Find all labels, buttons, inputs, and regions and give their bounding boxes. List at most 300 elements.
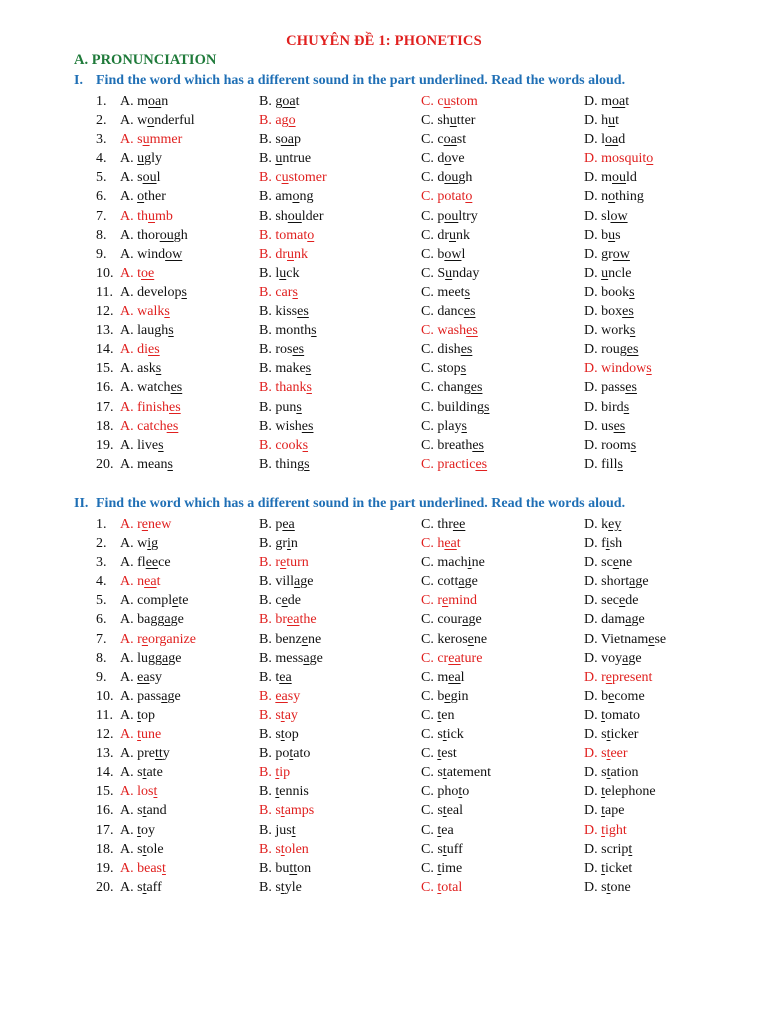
option-word: [601, 517, 621, 532]
option-letter: A.: [120, 361, 134, 377]
option-b: [259, 630, 321, 649]
question-number: 14.: [96, 765, 114, 781]
underlined-part: ea: [444, 536, 457, 552]
word-part: thank: [275, 380, 307, 396]
underlined-part: t: [601, 784, 606, 800]
word-part: walk: [137, 304, 165, 320]
question-row: [0, 226, 768, 245]
option-word: [275, 419, 313, 434]
word-part: ther: [144, 189, 166, 205]
option-b: [259, 302, 309, 321]
underlined-part: e: [442, 593, 449, 609]
word-part: ncle: [608, 265, 632, 281]
word-part: scrip: [601, 841, 629, 857]
word-part: nday: [452, 265, 480, 281]
question-number: 9.: [96, 246, 107, 262]
word-part: fl: [137, 555, 146, 571]
option-letter: A.: [120, 323, 134, 339]
word-part: c: [437, 132, 444, 148]
underlined-part: t: [458, 784, 463, 800]
option-c: [421, 668, 465, 687]
word-part: p: [275, 517, 283, 532]
option-word: [437, 304, 475, 319]
option-letter: B.: [259, 765, 272, 781]
option-letter: B.: [259, 536, 272, 552]
option-word: [601, 803, 624, 818]
word-part: s: [601, 727, 607, 743]
option-c: [421, 572, 478, 591]
option-word: [137, 323, 174, 338]
word-part: mb: [155, 208, 173, 224]
word-part: l: [156, 170, 161, 186]
word-part: olen: [284, 841, 309, 857]
underlined-part: t: [137, 822, 142, 838]
word-part: make: [275, 361, 306, 377]
option-d: [584, 649, 642, 668]
option-d: [584, 340, 638, 359]
word-part: k: [601, 517, 609, 532]
option-word: [275, 228, 314, 243]
option-d: [584, 706, 640, 725]
underlined-part: t: [142, 879, 147, 895]
word-part: S: [437, 265, 446, 281]
question-row: [0, 649, 768, 668]
option-word: [275, 132, 301, 147]
question-number: 1.: [96, 94, 107, 109]
underlined-part: t: [142, 765, 147, 781]
option-word: [437, 574, 477, 589]
option-letter: C.: [421, 208, 434, 224]
option-word: [137, 670, 162, 685]
option-word: [137, 209, 173, 224]
option-letter: D.: [584, 727, 598, 743]
option-a: [120, 668, 162, 687]
option-word: [601, 113, 619, 128]
word-part: l: [601, 132, 606, 148]
option-word: [137, 266, 154, 281]
option-word: [275, 746, 310, 761]
option-letter: C.: [421, 113, 434, 129]
option-d: [584, 744, 628, 763]
question-row: [0, 321, 768, 340]
underlined-part: u: [287, 246, 295, 262]
word-part: tomat: [275, 227, 308, 243]
option-word: [437, 266, 479, 281]
question-number: 19.: [96, 437, 114, 453]
option-letter: D.: [584, 399, 598, 415]
option-word: [601, 689, 645, 704]
option-a: [120, 572, 160, 591]
option-letter: D.: [584, 304, 598, 320]
word-part: kiss: [275, 304, 298, 320]
option-word: [437, 708, 454, 723]
underlined-part: e: [608, 688, 615, 704]
option-word: [601, 536, 622, 551]
question-row: [0, 801, 768, 820]
underlined-part: es: [301, 418, 314, 434]
underlined-part: a: [294, 574, 301, 590]
underlined-part: es: [148, 342, 160, 358]
option-letter: B.: [259, 456, 272, 472]
word-part: y: [162, 746, 170, 762]
underlined-part: o: [608, 189, 616, 205]
option-word: [137, 803, 167, 818]
word-part: bagg: [137, 612, 165, 628]
option-letter: D.: [584, 208, 598, 224]
word-part: s: [137, 132, 143, 148]
word-part: meet: [437, 284, 465, 300]
underlined-part: t: [442, 727, 447, 743]
word-part: present: [612, 669, 653, 685]
word-part: op: [141, 707, 156, 723]
underlined-part: t: [442, 803, 447, 819]
option-letter: C.: [421, 265, 434, 281]
underlined-part: t: [291, 822, 296, 838]
option-letter: C.: [421, 574, 434, 590]
underlined-part: es: [170, 380, 183, 396]
option-word: [137, 170, 160, 185]
question-number: 20.: [96, 879, 114, 895]
word-part: r: [137, 517, 142, 532]
option-letter: C.: [421, 746, 434, 762]
option-word: [275, 323, 316, 338]
word-part: pass: [137, 688, 162, 704]
word-part: new: [148, 517, 172, 532]
question-number: 8.: [96, 650, 107, 666]
option-letter: A.: [120, 437, 134, 453]
question-number: 5.: [96, 593, 107, 609]
option-word: [601, 189, 644, 204]
question-number: 13.: [96, 746, 114, 762]
option-letter: C.: [421, 631, 434, 647]
word-part: n: [290, 536, 298, 552]
option-d: [584, 591, 638, 610]
option-word: [275, 380, 312, 395]
word-part: fill: [601, 456, 618, 472]
word-part: d: [618, 132, 626, 148]
word-part: amps: [284, 803, 315, 819]
word-part: month: [275, 323, 312, 339]
option-b: [259, 553, 309, 572]
underlined-part: t: [601, 822, 606, 838]
option-a: [120, 187, 166, 206]
word-part: s: [275, 707, 281, 723]
word-part: s: [137, 765, 143, 781]
underlined-part: s: [629, 323, 636, 339]
option-word: [137, 823, 155, 838]
underlined-part: s: [460, 361, 467, 377]
option-letter: B.: [259, 574, 272, 590]
option-word: [601, 842, 632, 857]
option-letter: B.: [259, 418, 272, 434]
underlined-part: ea: [448, 669, 461, 685]
option-letter: C.: [421, 765, 434, 781]
word-part: danc: [437, 304, 464, 320]
option-word: [437, 189, 472, 204]
option-word: [137, 708, 155, 723]
option-letter: B.: [259, 437, 272, 453]
option-a: [120, 398, 181, 417]
option-c: [421, 187, 472, 206]
word-part: play: [437, 418, 462, 434]
word-part: th: [137, 208, 149, 224]
option-a: [120, 207, 173, 226]
underlined-part: t: [280, 803, 285, 819]
option-a: [120, 649, 181, 668]
question-row: [0, 245, 768, 264]
option-letter: B.: [259, 323, 272, 339]
question-row: [0, 283, 768, 302]
option-letter: A.: [120, 151, 134, 167]
option-c: [421, 534, 461, 553]
option-letter: A.: [120, 113, 134, 129]
word-part: ne: [473, 631, 488, 647]
underlined-part: i: [287, 536, 291, 552]
underlined-part: ow: [612, 246, 630, 262]
underlined-part: ou: [159, 227, 174, 243]
option-a: [120, 455, 173, 474]
option-a: [120, 302, 170, 321]
option-word: [275, 727, 298, 742]
word-part: s: [137, 170, 143, 186]
option-letter: A.: [120, 822, 134, 838]
word-part: ge: [300, 574, 314, 590]
question-row: [0, 859, 768, 878]
option-letter: B.: [259, 342, 272, 358]
question-number: 2.: [96, 536, 107, 552]
underlined-part: ea: [144, 574, 157, 590]
word-part: ve: [451, 151, 465, 167]
option-letter: A.: [120, 284, 134, 300]
option-letter: D.: [584, 669, 598, 685]
option-word: [437, 209, 477, 224]
word-part: stop: [437, 361, 461, 377]
option-word: [437, 593, 477, 608]
word-part: t: [456, 536, 461, 552]
option-word: [137, 94, 168, 109]
underlined-part: oa: [605, 132, 619, 148]
option-letter: A.: [120, 189, 134, 205]
option-a: [120, 226, 188, 245]
option-letter: B.: [259, 361, 272, 377]
question-list-1: [0, 92, 768, 474]
underlined-part: ow: [610, 208, 628, 224]
word-part: g: [151, 536, 159, 552]
question-row: [0, 378, 768, 397]
word-part: ne: [619, 555, 633, 571]
underlined-part: oa: [282, 94, 296, 109]
underlined-part: u: [449, 113, 457, 129]
option-a: [120, 111, 195, 130]
word-part: st: [456, 132, 467, 148]
option-word: [437, 457, 487, 472]
word-part: ck: [286, 265, 300, 281]
option-letter: A.: [120, 342, 134, 358]
option-letter: D.: [584, 94, 598, 109]
word-part: dr: [437, 227, 450, 243]
word-part: mach: [437, 555, 468, 571]
option-letter: D.: [584, 688, 598, 704]
underlined-part: t: [601, 860, 606, 876]
word-part: d: [437, 151, 445, 167]
option-word: [601, 361, 652, 376]
option-d: [584, 168, 637, 187]
option-letter: A.: [120, 803, 134, 819]
option-word: [437, 803, 463, 818]
word-part: car: [275, 284, 293, 300]
option-letter: B.: [259, 284, 272, 300]
option-word: [275, 765, 290, 780]
option-d: [584, 687, 645, 706]
option-letter: C.: [421, 151, 434, 167]
option-b: [259, 340, 304, 359]
underlined-part: ea: [279, 669, 292, 685]
question-row: [0, 630, 768, 649]
option-word: [437, 555, 484, 570]
word-part: develop: [137, 284, 182, 300]
option-letter: D.: [584, 189, 598, 205]
word-part: book: [601, 284, 630, 300]
option-letter: B.: [259, 593, 272, 609]
option-word: [437, 113, 475, 128]
underlined-part: t: [437, 746, 442, 762]
option-letter: D.: [584, 227, 598, 243]
word-part: short: [601, 574, 630, 590]
word-part: se: [654, 631, 667, 647]
underlined-part: o: [292, 189, 300, 205]
option-word: [601, 746, 627, 761]
question-number: 10.: [96, 688, 114, 704]
word-part: m: [137, 94, 149, 109]
option-letter: D.: [584, 574, 598, 590]
option-letter: A.: [120, 612, 134, 628]
word-part: uff: [446, 841, 463, 857]
option-word: [275, 823, 295, 838]
option-word: [437, 632, 487, 647]
option-letter: A.: [120, 669, 134, 685]
underlined-part: es: [625, 380, 637, 396]
underlined-part: s: [306, 380, 312, 396]
underlined-part: ow: [444, 246, 462, 262]
option-letter: C.: [421, 669, 434, 685]
word-part: c: [275, 170, 282, 186]
option-letter: D.: [584, 593, 598, 609]
option-b: [259, 725, 299, 744]
option-letter: C.: [421, 841, 434, 857]
option-word: [437, 880, 462, 895]
question-row: [0, 92, 768, 111]
word-part: keros: [437, 631, 468, 647]
option-d: [584, 725, 638, 744]
option-word: [275, 266, 299, 281]
option-c: [421, 649, 482, 668]
option-b: [259, 572, 313, 591]
option-letter: A.: [120, 707, 134, 723]
word-part: ennis: [279, 784, 309, 800]
option-word: [601, 765, 638, 780]
option-word: [437, 94, 477, 109]
option-word: [137, 342, 160, 357]
option-b: [259, 321, 317, 340]
option-letter: A.: [120, 227, 134, 243]
option-c: [421, 92, 478, 111]
option-c: [421, 321, 478, 340]
option-d: [584, 302, 634, 321]
option-word: [137, 746, 170, 761]
word-part: ape: [605, 803, 625, 819]
word-part: gr: [601, 246, 613, 262]
option-letter: C.: [421, 342, 434, 358]
option-a: [120, 687, 181, 706]
word-part: s: [601, 879, 607, 895]
word-part: turn: [286, 555, 309, 571]
option-letter: A.: [120, 304, 134, 320]
option-letter: C.: [421, 399, 434, 415]
option-word: [275, 457, 309, 472]
underlined-part: e: [141, 631, 149, 647]
word-part: ip: [279, 765, 291, 781]
option-c: [421, 553, 485, 572]
option-b: [259, 782, 309, 801]
underlined-part: es: [292, 342, 305, 358]
option-letter: A.: [120, 265, 134, 281]
option-word: [437, 727, 463, 742]
option-word: [601, 380, 637, 395]
underlined-part: e: [648, 631, 655, 647]
underlined-part: o: [444, 151, 452, 167]
underlined-part: s: [629, 284, 635, 300]
option-word: [137, 285, 187, 300]
option-c: [421, 245, 465, 264]
option-letter: C.: [421, 437, 434, 453]
word-part: otal: [441, 879, 463, 895]
word-part: box: [601, 304, 623, 320]
option-letter: B.: [259, 631, 272, 647]
option-letter: A.: [120, 746, 134, 762]
word-part: ime: [441, 860, 463, 876]
word-part: room: [601, 437, 631, 453]
underlined-part: t: [137, 727, 142, 743]
underlined-part: t: [142, 803, 147, 819]
option-letter: D.: [584, 456, 598, 472]
option-b: [259, 417, 313, 436]
underlined-part: o: [288, 113, 296, 129]
option-b: [259, 398, 302, 417]
word-part: compl: [137, 593, 173, 609]
option-word: [137, 400, 181, 415]
option-word: [275, 593, 301, 608]
word-part: mmer: [149, 132, 183, 148]
underlined-part: es: [463, 304, 476, 320]
option-letter: D.: [584, 650, 598, 666]
underlined-part: u: [608, 113, 616, 129]
option-letter: B.: [259, 132, 272, 148]
option-word: [275, 209, 323, 224]
option-letter: A.: [120, 765, 134, 781]
underlined-part: t: [142, 841, 147, 857]
question-row: [0, 610, 768, 629]
option-letter: C.: [421, 323, 434, 339]
word-part: come: [614, 688, 645, 704]
underlined-part: s: [168, 323, 174, 339]
option-b: [259, 378, 312, 397]
option-d: [584, 245, 630, 264]
option-word: [137, 517, 171, 532]
option-a: [120, 245, 182, 264]
option-letter: D.: [584, 746, 598, 762]
word-part: b: [437, 246, 445, 262]
word-part: s: [437, 765, 443, 781]
